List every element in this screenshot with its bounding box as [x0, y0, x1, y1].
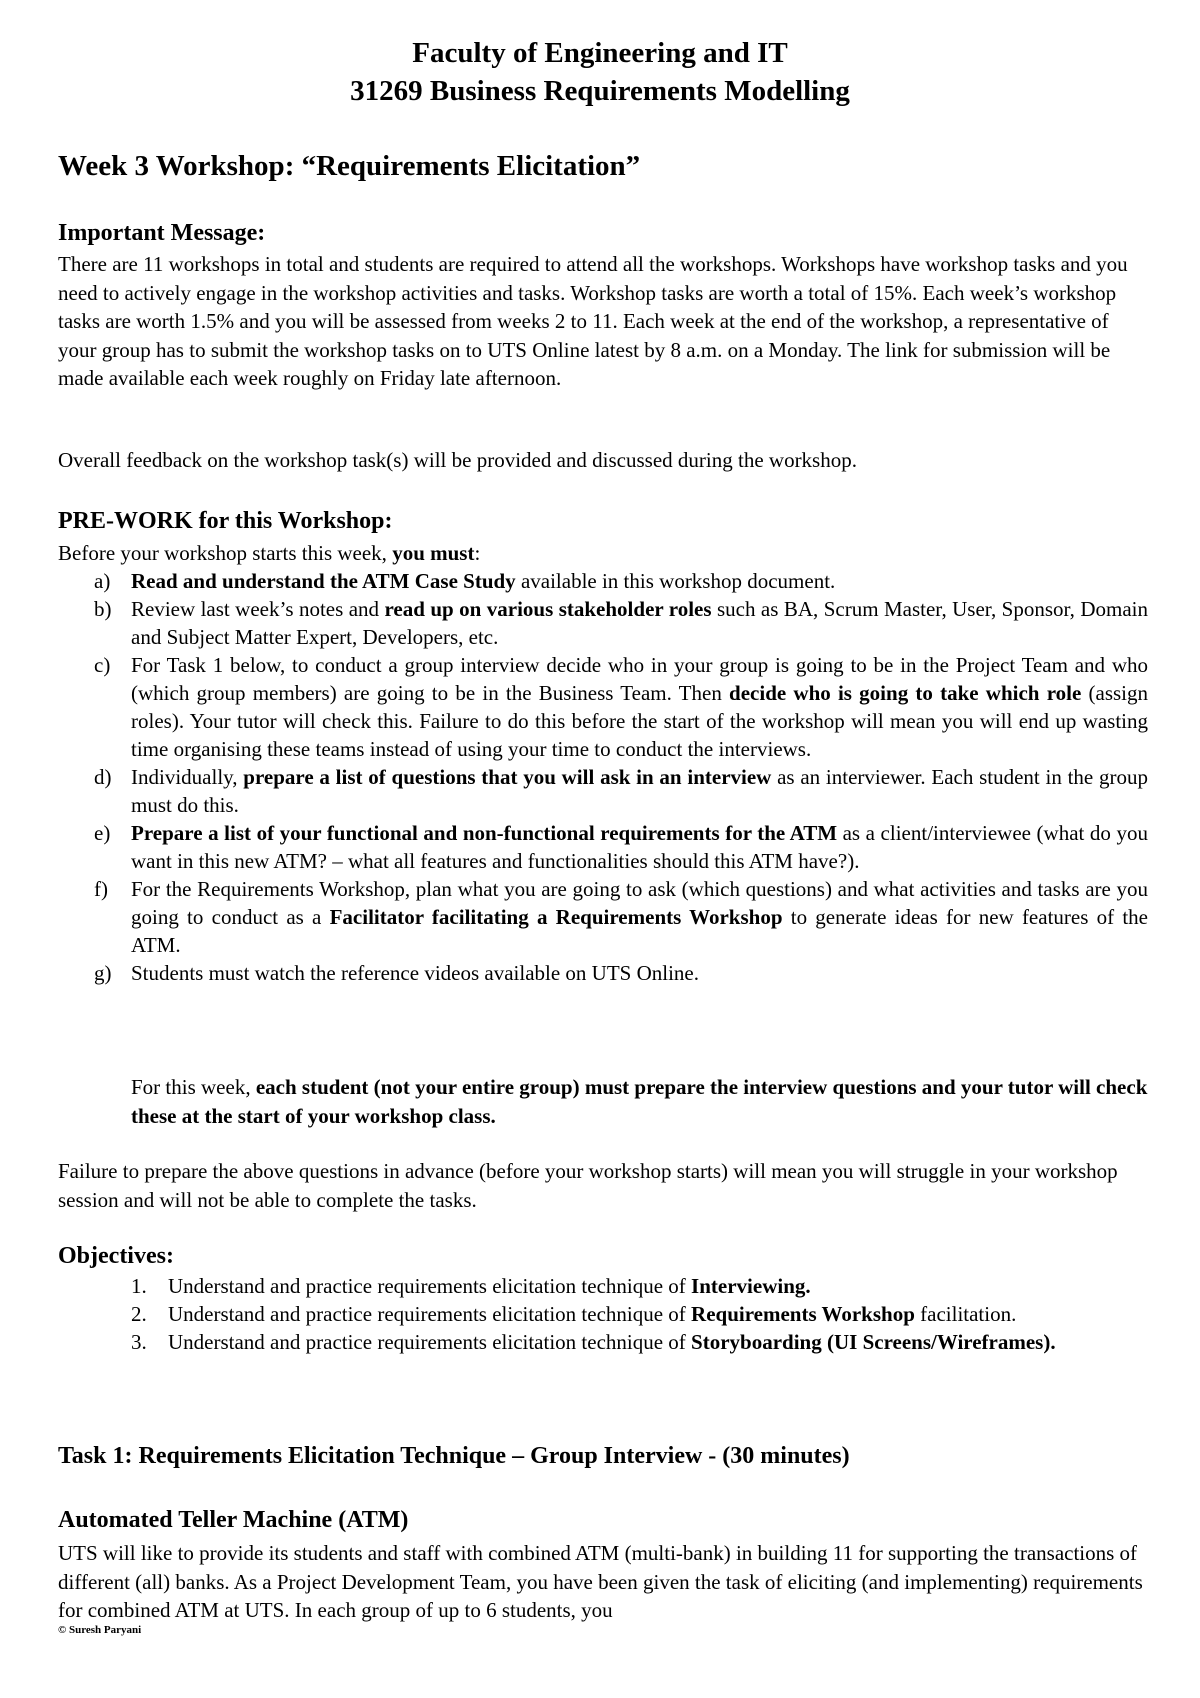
objective-item: 3. Understand and practice requirements elicitation technique of Storyboarding (UI Screens/Wireframes).	[131, 1330, 1056, 1354]
faculty-title: Faculty of Engineering and IT	[412, 37, 788, 69]
week-title: Week 3 Workshop: “Requirements Elicitation”	[58, 150, 641, 182]
important-text: There are 11 workshops in total and students are required to attend all the workshops. Workshops have workshop tasks and you need to actively engage in the workshop activities and tasks. Workshop tasks are worth a total of 15%. Each week’s workshop tasks are worth 1.5% and you will be assessed from weeks 2 to 11. Each week at the end of the workshop, a representative of your group has to submit the workshop tasks on to UTS Online latest by 8 a.m. on a Monday. The link for submission will be made available each week roughly on Friday late afternoon.	[58, 252, 1128, 390]
prework-item-e: e) Prepare a list of your functional and non-functional requirements for the ATM as a client/interviewee (what do you want in this new ATM? – what all features and functionalities should this ATM have?).	[94, 821, 1149, 873]
objectives-list	[58, 1272, 1058, 1356]
prework-item-b: b) Review last week’s notes and read up on various stakeholder roles such as BA, Scrum Master, User, Sponsor, Domain and Subject Matter Expert, Developers, etc.	[94, 597, 1148, 649]
atm-body: UTS will like to provide its students and staff with combined ATM (multi-bank) in building 11 for supporting the transactions of different (all) banks. As a Project Development Team, you have been given the task of eliciting (and implementing) requirements for combined ATM at UTS. In each group of up to 6 students, you	[58, 1541, 1143, 1622]
prework-note: For this week, each student (not your entire group) must prepare the interview questions and your tutor will check these at the start of your workshop class.	[131, 1075, 1148, 1128]
objectives-heading: Objectives:	[58, 1243, 174, 1269]
course-title: 31269 Business Requirements Modelling	[350, 75, 850, 107]
prework-item-d: d) Individually, prepare a list of questions that you will ask in an interview as an interviewer. Each student in the group must do this.	[94, 765, 1148, 817]
failure-text: Failure to prepare the above questions in advance (before your workshop starts) will mean you will struggle in your workshop session and will not be able to complete the tasks.	[58, 1159, 1118, 1212]
feedback-text: Overall feedback on the workshop task(s) will be provided and discussed during the workshop.	[58, 448, 857, 472]
atm-heading: Automated Teller Machine (ATM)	[58, 1507, 409, 1533]
prework-intro: Before your workshop starts this week, you must:	[58, 541, 481, 565]
prework-item-c: c) For Task 1 below, to conduct a group interview decide who in your group is going to be in the Project Team and who (which group members) are going to be in the Business Team. Then decide who is going to take which role (assign roles). Your tutor will check this. Failure to do this before the start of the workshop will mean you will end up wasting time organising these teams instead of using your time to conduct the interviews.	[94, 653, 1148, 761]
objective-item: 2. Understand and practice requirements elicitation technique of Requirements Workshop facilitation.	[131, 1302, 1017, 1326]
prework-heading: PRE-WORK for this Workshop:	[58, 508, 393, 534]
copyright-footer: © Suresh Paryani	[58, 1624, 142, 1636]
prework-item-f: f) For the Requirements Workshop, plan what you are going to ask (which questions) and what activities and tasks are you going to conduct as a Facilitator facilitating a Requirements Workshop to generate ideas for new features of the ATM.	[94, 877, 1149, 957]
prework-list	[58, 567, 1148, 987]
task1-heading: Task 1: Requirements Elicitation Technique – Group Interview - (30 minutes)	[58, 1443, 850, 1469]
prework-item-g: g) Students must watch the reference videos available on UTS Online.	[94, 961, 700, 985]
prework-item-a: a) Read and understand the ATM Case Study available in this workshop document.	[94, 569, 836, 593]
important-heading: Important Message:	[58, 220, 266, 246]
important-body	[58, 250, 1148, 393]
objective-item: 1. Understand and practice requirements elicitation technique of Interviewing.	[131, 1274, 811, 1298]
